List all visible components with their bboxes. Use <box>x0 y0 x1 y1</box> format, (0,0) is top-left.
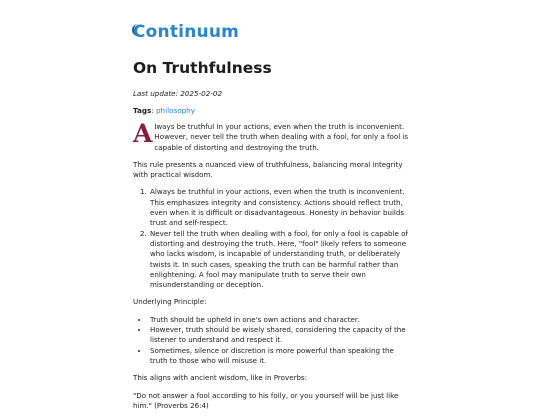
last-update: Last update: 2025-02-02 <box>133 89 223 98</box>
align-paragraph: This aligns with ancient wisdom, like in Proverbs: <box>133 373 308 383</box>
page-title: On Truthfulness <box>133 59 272 77</box>
list-item: 1. Always be truthful in your actions, even when the truth is inconvenient. This emphasizes integrity and consistency. Actions should reflect truth, even when it is difficult or disadvantageous. Honesty in behavior builds trust and self-respect. <box>149 187 409 228</box>
list-item: • Sometimes, silence or discretion is more powerful than speaking the truth to those who will misuse it. <box>149 346 409 367</box>
rules-list <box>133 187 409 290</box>
drop-cap: A <box>133 119 153 148</box>
list-item: 2. Never tell the truth when dealing with a fool, for only a fool is capable of distorting and destroying the truth. Here, "fool" likely refers to someone who lacks wisdom, is incapable of understanding truth, or deliberately twists it. In such cases, speaking the truth can be harmful rather than enlightening. A fool may manipulate truth to serve their own misunderstanding or deception. <box>149 229 409 291</box>
logo-mark: Continuum <box>133 22 240 42</box>
proverb-quote: "Do not answer a fool according to his folly, or you yourself will be just like him." (Proverbs 26:4) <box>133 390 399 410</box>
principle-heading: Underlying Principle: <box>133 297 207 307</box>
tags-colon: : <box>151 106 156 115</box>
list-item: • However, truth should be wisely shared, considering the capacity of the listener to understand and respect it. <box>149 325 409 346</box>
list-item: • Truth should be upheld in one's own actions and character. <box>149 315 409 325</box>
tags-line <box>133 106 195 116</box>
principles-list <box>133 315 409 366</box>
tag-link-philosophy[interactable]: philosophy <box>155 106 195 115</box>
lead-text: lways be truthful in your actions, even when the truth is inconvenient. However, never tell the truth when dealing with a fool, for only a fool is capable of distorting and destroying the truth. <box>154 122 409 152</box>
site-logo[interactable] <box>133 22 239 42</box>
lead-paragraph <box>133 119 409 153</box>
tags-label: Tags <box>133 106 152 115</box>
article-body <box>133 119 409 418</box>
intro-paragraph: This rule presents a nuanced view of truthfulness, balancing moral integrity with practical wisdom. <box>133 159 403 180</box>
